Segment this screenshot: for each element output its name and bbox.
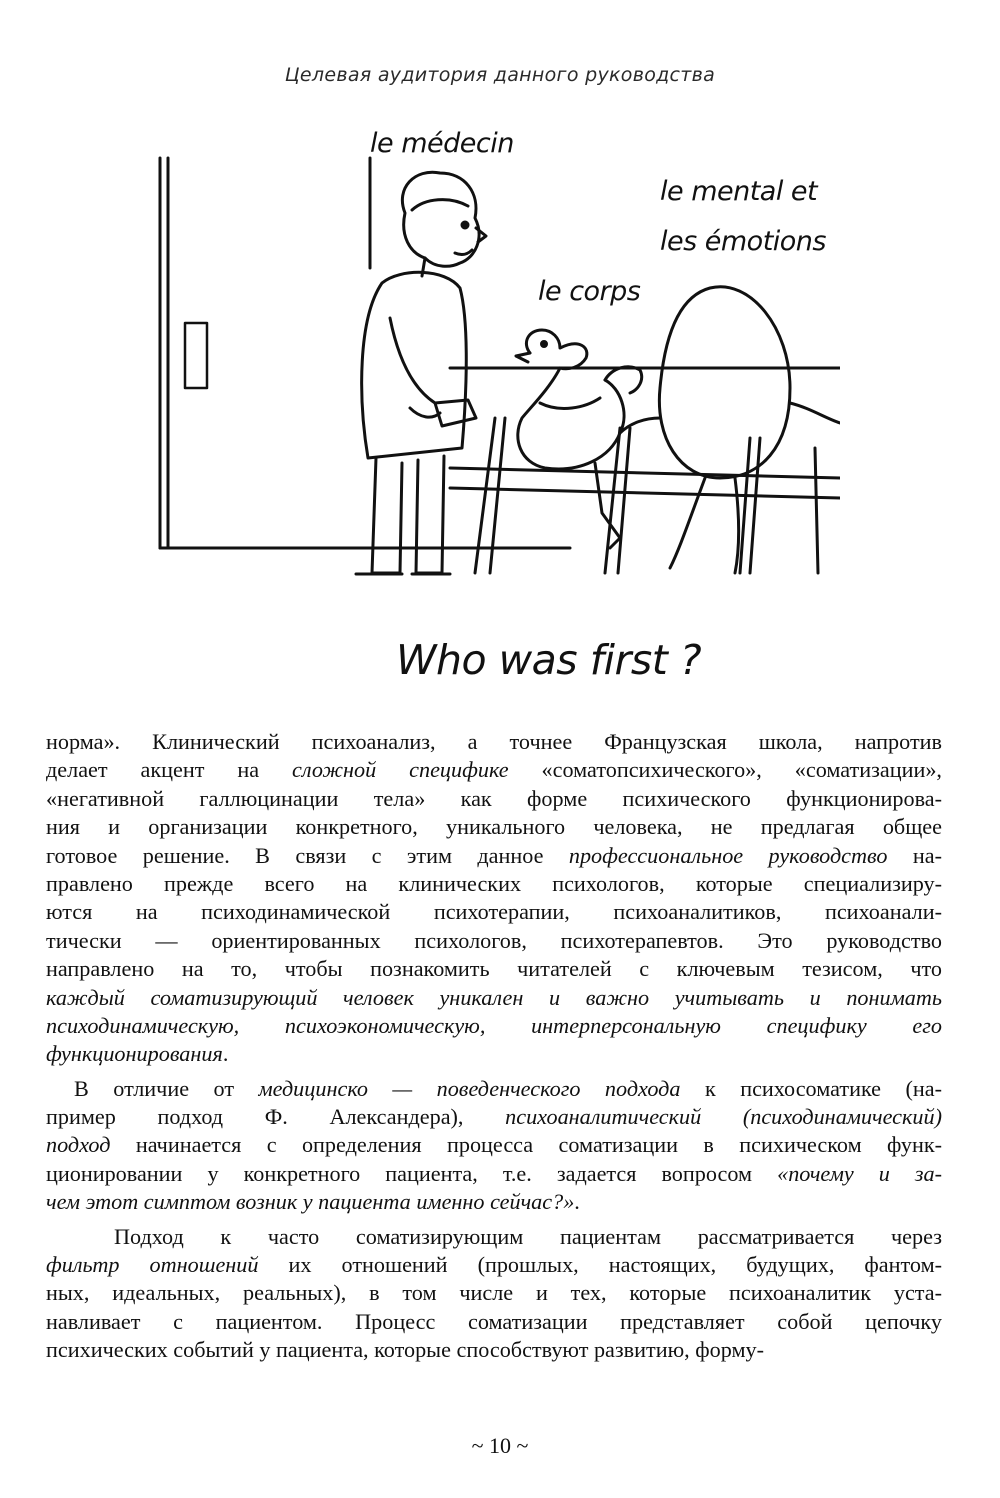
text-line: ционировании у конкретного пациента, т.е. задается вопросом «почему и за-	[46, 1160, 942, 1186]
text-line: чем этот симптом возник у пациента именно сейчас?».	[46, 1189, 580, 1215]
text-line: направлено на то, чтобы познакомить читателей с ключевым тезисом, что	[46, 956, 942, 982]
egg-figure	[620, 287, 840, 573]
illustration-caption: Who was first ?	[396, 636, 702, 684]
body-text	[46, 728, 942, 1365]
emphasis: профессиональное руководство	[568, 842, 888, 868]
emphasis: психоаналитический (психодинамический)	[505, 1104, 942, 1130]
emphasis: медицинско — поведенческого подхода	[258, 1075, 681, 1101]
emphasis: фильтр отношений	[46, 1252, 259, 1278]
text-line: делает акцент на сложной специфике «соматопсихического», «соматизации»,	[46, 757, 942, 783]
text-line: ются на психодинамической психотерапии, психоаналитиков, психоанали-	[46, 899, 942, 925]
page-number: ~ 10 ~	[471, 1433, 529, 1458]
text-line: навливает с пациентом. Процесс соматизации представляет собой цепочку	[46, 1308, 942, 1334]
emphasis: «почему и за-	[777, 1160, 942, 1186]
running-header: Целевая аудитория данного руководства	[284, 64, 716, 86]
text-line	[46, 1012, 942, 1040]
text-line: подход начинается с определения процесса соматизации в психическом функ-	[46, 1132, 942, 1158]
text-line: ния и организации конкретного, уникального человека, не предлагая общее	[46, 814, 942, 840]
doctor-figure	[356, 172, 486, 574]
text-line: ных, идеальных, реальных), в том числе и тех, которые психоаналитик уста-	[46, 1280, 942, 1306]
text-line: норма». Клинический психоанализ, а точнее Французская школа, напротив	[46, 729, 942, 754]
text-line: пример подход Ф. Александера), психоаналитический (психодинамический)	[46, 1104, 942, 1130]
emphasis: психодинамическую, психоэкономическую, интерперсональную специфику его	[46, 1012, 942, 1038]
text-line: В отличие от медицинско — поведенческого подхода к психосоматике (на-	[74, 1075, 942, 1101]
text-line: правлено прежде всего на клинических психологов, которые специализиру-	[46, 870, 942, 896]
label-body: le corps	[538, 276, 641, 307]
text-line: тически — ориентированных психологов, психотерапевтов. Это руководство	[46, 927, 942, 953]
bench-drawing	[450, 368, 840, 573]
text-line: «негативной галлюцинации тела» как форме психического функционирова-	[46, 785, 942, 811]
text-line	[46, 984, 942, 1012]
cartoon-illustration	[150, 118, 840, 598]
emphasis: сложной специфике	[292, 757, 509, 783]
text-line: готовое решение. В связи с этим данное профессиональное руководство на-	[46, 842, 942, 868]
text-line: Подход к часто соматизирующим пациентам рассматривается через	[114, 1223, 942, 1249]
label-doctor: le médecin	[370, 128, 514, 159]
emphasis: подход	[46, 1132, 111, 1158]
emphasis: чем этот симптом возник у пациента именно сейчас?»	[46, 1189, 575, 1215]
label-mind: le mental et	[660, 176, 818, 207]
emphasis: функционирования	[46, 1041, 223, 1067]
text-line: психических событий у пациента, которые способствуют развитию, форму-	[46, 1337, 765, 1363]
text-line: фильтр отношений их отношений (прошлых, настоящих, будущих, фантом-	[46, 1252, 942, 1278]
text-line: функционирования.	[46, 1041, 229, 1067]
label-emotions: les émotions	[660, 226, 826, 257]
emphasis: каждый соматизирующий человек уникален и важно учитывать и понимать	[46, 984, 942, 1010]
